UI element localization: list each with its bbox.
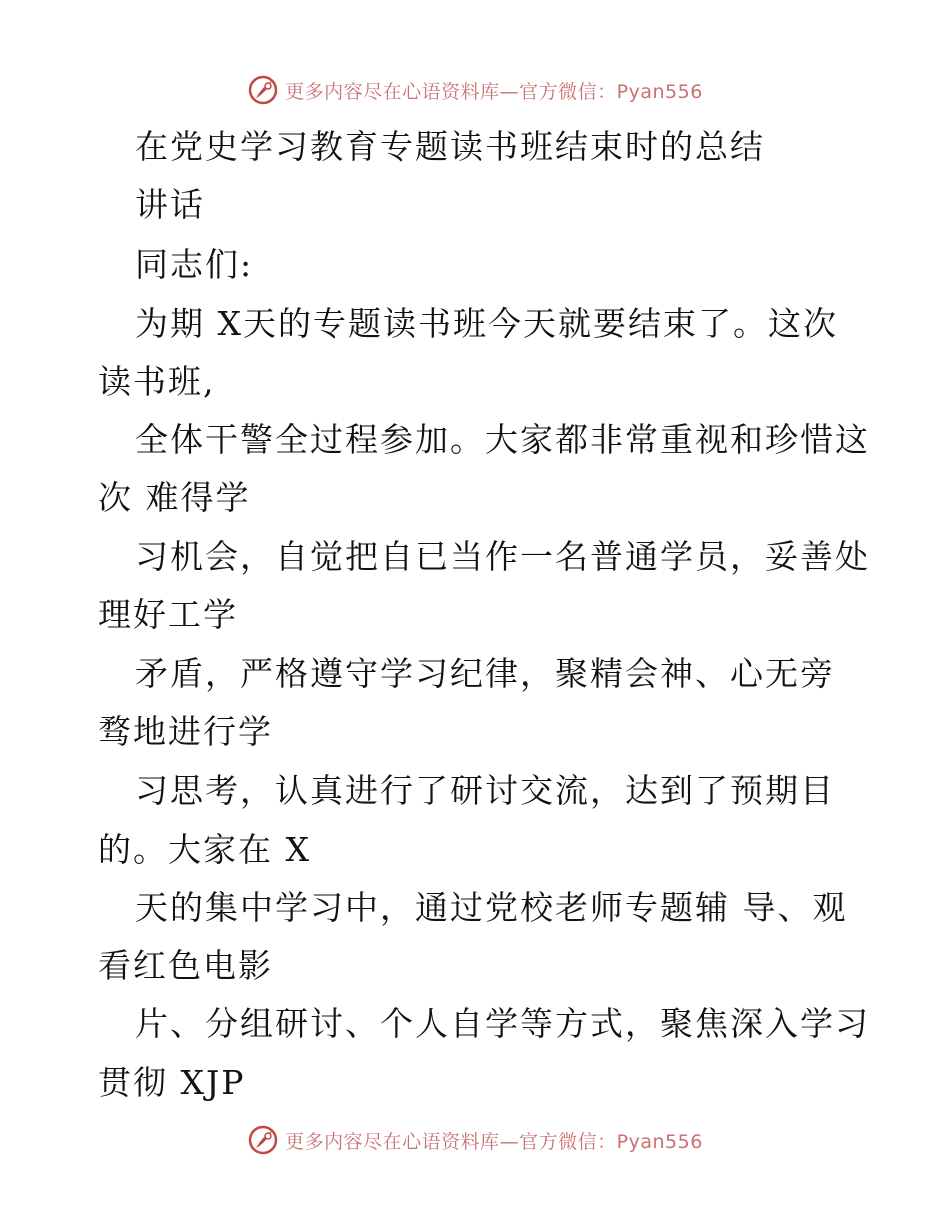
paragraph-line: 骛地进行学 — [98, 712, 273, 751]
paragraph-line: 矛盾，严格遵守学习纪律，聚精会神、心无旁 — [135, 654, 835, 693]
quill-seal-icon — [247, 1124, 279, 1156]
quill-seal-icon — [247, 74, 279, 106]
paragraph-line: 习机会，自觉把自已当作一名普通学员，妥善处 — [135, 537, 870, 576]
footer-watermark — [0, 1120, 950, 1160]
paragraph-line: 片、分组研讨、个人自学等方式，聚焦深入学习 — [135, 1004, 870, 1043]
watermark-text: 更多内容尽在心语资料库—官方微信：Pyan556 — [285, 80, 703, 103]
paragraph-line: 读书班, — [98, 362, 216, 401]
header-watermark — [0, 70, 950, 110]
paragraph-line: 为期 X天的专题读书班今天就要结束了。这次 — [135, 304, 838, 343]
doc-title-line-1: 在党史学习教育专题读书班结束时的总结 — [135, 127, 765, 166]
paragraph-line: 天的集中学习中，通过党校老师专题辅 导、观 — [135, 888, 848, 927]
salutation: 同志们: — [135, 245, 254, 284]
paragraph-line: 贯彻 XJP — [98, 1063, 246, 1102]
paragraph-line: 的。大家在 X — [98, 830, 311, 869]
watermark-text: 更多内容尽在心语资料库—官方微信：Pyan556 — [285, 1130, 703, 1153]
doc-title-line-2: 讲话 — [135, 185, 205, 224]
paragraph-line: 全体干警全过程参加。大家都非常重视和珍惜这 — [135, 420, 870, 459]
paragraph-line: 次 难得学 — [98, 478, 251, 517]
paragraph-line: 习思考，认真进行了研讨交流，达到了预期目 — [135, 771, 835, 810]
paragraph-line: 看红色电影 — [98, 946, 273, 985]
paragraph-line: 理好工学 — [98, 595, 238, 634]
